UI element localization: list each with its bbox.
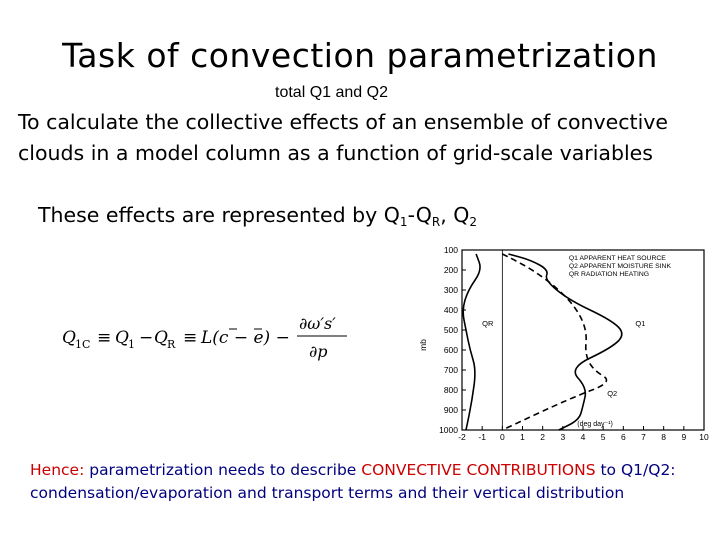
y-tick-label: 500 <box>443 325 458 335</box>
eq-l-term: L(c − e) − <box>201 328 290 348</box>
q1c-equation <box>62 305 362 365</box>
x-axis-label: (deg day⁻¹) <box>577 421 613 428</box>
effects-sub-r: R <box>431 215 441 229</box>
effects-statement <box>38 203 477 229</box>
eq-lhs-sub: 1C <box>75 338 91 351</box>
effects-sub-2: 2 <box>469 215 478 229</box>
eq-q1: Q <box>115 328 129 348</box>
x-tick-label: 5 <box>600 432 606 442</box>
slide-subtitle: total Q1 and Q2 <box>275 84 388 101</box>
convective-contributions: CONVECTIVE CONTRIBUTIONS <box>361 461 596 479</box>
legend-entry: Q2 APPARENT MOISTURE SINK <box>568 263 671 270</box>
y-tick-label: 700 <box>443 365 458 375</box>
curve-label-q1: Q1 <box>635 319 646 328</box>
legend-entry: Q1 APPARENT HEAT SOURCE <box>568 255 666 262</box>
effects-comma: , Q <box>440 203 470 227</box>
eq-qr-sub: R <box>167 338 176 351</box>
y-tick-label: 800 <box>443 385 458 395</box>
eq-qr: Q <box>154 328 168 348</box>
x-tick-label: 0 <box>499 432 505 442</box>
y-axis-label: mb <box>418 339 428 351</box>
slide-title: Task of convection parametrization <box>62 36 658 75</box>
x-tick-label: 9 <box>681 432 687 442</box>
y-tick-label: 300 <box>443 285 458 295</box>
x-tick-label: 3 <box>560 432 566 442</box>
eq-denominator: ∂p <box>309 342 328 361</box>
conclusion-part-2: to Q1/Q2: condensation/evaporation and transport terms and their vertical distribution <box>30 461 676 502</box>
y-tick-label: 200 <box>443 265 458 275</box>
heating-profile-chart <box>410 240 716 446</box>
eq-equiv-1: ≡ <box>97 328 112 348</box>
x-tick-label: 4 <box>580 432 586 442</box>
legend-entry: QR RADIATION HEATING <box>568 271 650 278</box>
x-tick-label: 2 <box>540 432 546 442</box>
x-tick-label: 10 <box>699 432 709 442</box>
eq-minus: − <box>139 328 154 348</box>
x-tick-label: 1 <box>520 432 525 442</box>
x-tick-label: -1 <box>478 432 486 442</box>
effects-text: These effects are represented by Q <box>38 203 400 227</box>
curve-label-q2: Q2 <box>607 389 618 398</box>
x-tick-label: -2 <box>458 432 466 442</box>
eq-q1-sub: 1 <box>128 338 135 351</box>
conclusion-text <box>30 459 710 505</box>
eq-equiv-2: ≡ <box>183 328 198 348</box>
curve-label-qr: QR <box>482 319 494 328</box>
x-tick-label: 8 <box>661 432 667 442</box>
intro-paragraph: To calculate the collective effects of an ensemble of convective clouds in a model column as a function of grid-scale variables <box>18 110 669 165</box>
hence-label: Hence: <box>30 461 85 479</box>
conclusion-part-1: parametrization needs to describe <box>84 461 362 479</box>
y-tick-label: 400 <box>443 305 458 315</box>
effects-sub-1: 1 <box>399 215 408 229</box>
y-tick-label: 1000 <box>439 425 458 435</box>
effects-dash: -Q <box>407 203 432 227</box>
y-tick-label: 100 <box>443 245 458 255</box>
eq-numerator: ∂ω′s′ <box>299 314 336 333</box>
y-tick-label: 600 <box>443 345 458 355</box>
x-tick-label: 6 <box>620 432 626 442</box>
x-tick-label: 7 <box>641 432 646 442</box>
y-tick-label: 900 <box>443 405 458 415</box>
eq-lhs: Q <box>62 328 76 348</box>
